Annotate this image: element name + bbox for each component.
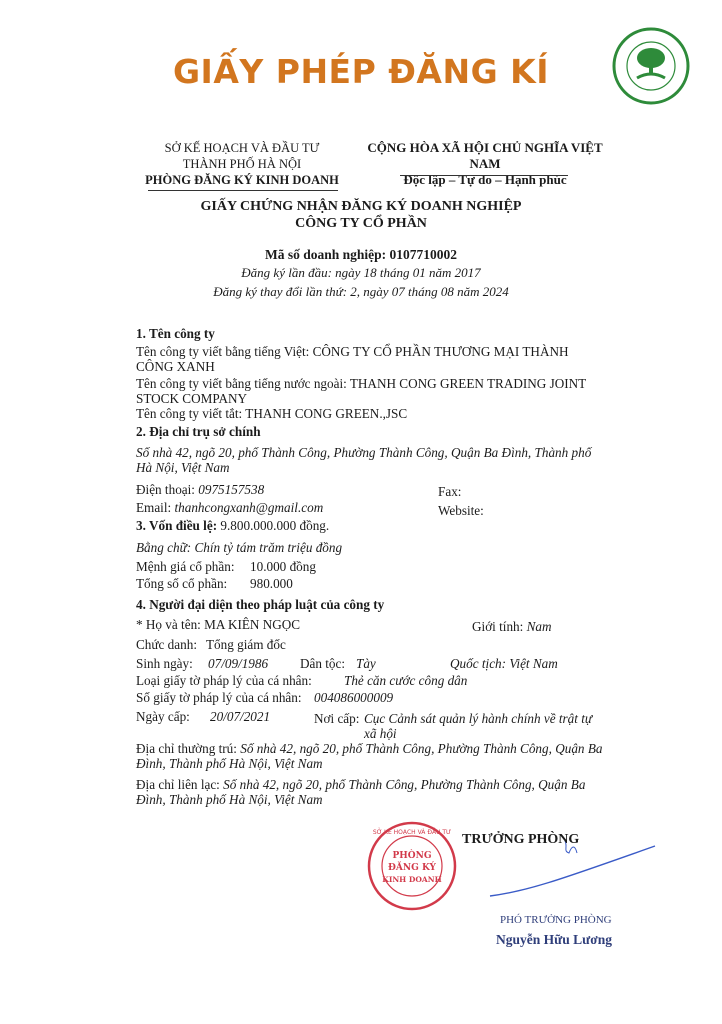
- phone-label: Điện thoại:: [136, 482, 199, 497]
- stamp-top-text: SỞ KẾ HOẠCH VÀ ĐẦU TƯ: [372, 829, 452, 836]
- foreign-name-label: Tên công ty viết bằng tiếng nước ngoài:: [136, 376, 350, 391]
- rep-name-label: * Họ và tên:: [136, 617, 205, 632]
- signer-name: Nguyễn Hữu Lương: [496, 932, 612, 947]
- issue-place-value: Cục Cảnh sát quản lý hành chính về trật tự xã hội: [364, 711, 593, 741]
- charter-capital-value: 9.800.000.000 đồng.: [220, 518, 330, 533]
- id-number-value: 004086000009: [314, 690, 394, 705]
- contact-address-value: Số nhà 42, ngõ 20, phố Thành Công, Phường Thành Công, Quận Ba Đình, Thành phố Hà Nội, Việt Nam: [136, 777, 586, 807]
- vn-name-label: Tên công ty viết bằng tiếng Việt:: [136, 344, 313, 359]
- vn-name-value: CÔNG TY CỔ PHẦN THƯƠNG MẠI THÀNH CÔNG XANH: [136, 344, 569, 374]
- representative-name: [136, 617, 300, 632]
- rep-name-value: MA KIÊN NGỌC: [204, 617, 301, 632]
- motto-underline: [400, 175, 568, 176]
- certificate-subtitle: CÔNG TY CỔ PHẦN: [295, 216, 427, 231]
- national-header: [355, 140, 615, 188]
- vietnamese-name: [136, 344, 606, 374]
- section-2-heading: 2. Địa chỉ trụ sở chính: [136, 424, 261, 439]
- dob-value: 07/09/1986: [208, 656, 269, 671]
- total-shares-label: Tổng số cổ phần:: [136, 576, 228, 591]
- national-motto: Độc lập – Tự do – Hạnh phúc: [403, 172, 567, 187]
- website-label: Website:: [438, 503, 484, 518]
- section-1-heading: 1. Tên công ty: [136, 326, 215, 341]
- contact-address-label: Địa chỉ liên lạc:: [136, 777, 224, 792]
- head-office-address: Số nhà 42, ngõ 20, phố Thành Công, Phường Thành Công, Quận Ba Đình, Thành phố Hà Nội, Việt Nam: [136, 445, 592, 475]
- short-name-value: THANH CONG GREEN.,JSC: [245, 406, 408, 421]
- email-value: thanhcongxanh@gmail.com: [174, 500, 324, 515]
- fax-label: Fax:: [438, 484, 462, 499]
- official-stamp-icon: [366, 820, 458, 912]
- signature-title: TRƯỞNG PHÒNG: [462, 832, 580, 847]
- certificate-title: GIẤY CHỨNG NHẬN ĐĂNG KÝ DOANH NGHIỆP: [200, 199, 522, 214]
- stamp-line-1: PHÒNG: [392, 851, 432, 861]
- authority-underline: [148, 190, 338, 191]
- phone-value: 0975157538: [198, 482, 265, 497]
- par-value: 10.000 đồng: [250, 559, 316, 574]
- email: [136, 500, 323, 515]
- contact-address: [136, 777, 606, 807]
- id-type-label: Loại giấy tờ pháp lý của cá nhân:: [136, 673, 312, 688]
- dob-label: Sinh ngày:: [136, 656, 193, 671]
- short-name: [136, 406, 407, 421]
- stamp-line-3: KINH DOANH: [382, 875, 442, 884]
- ethnicity-value: Tày: [356, 656, 376, 671]
- phone: [136, 482, 264, 497]
- section-3-heading: 3. Vốn điều lệ:: [136, 518, 221, 533]
- total-shares: 980.000: [250, 576, 293, 591]
- id-type-value: Thẻ căn cước công dân: [344, 673, 468, 688]
- issuing-authority: [142, 140, 342, 188]
- permanent-address: [136, 741, 606, 771]
- par-value-label: Mệnh giá cổ phần:: [136, 559, 235, 574]
- issue-place-label: Nơi cấp:: [314, 711, 360, 726]
- section-3-capital: [136, 518, 329, 533]
- section-4-heading: 4. Người đại diện theo pháp luật của công ty: [136, 597, 385, 612]
- change-registration: Đăng ký thay đổi lần thứ: 2, ngày 07 tháng 08 năm 2024: [213, 284, 509, 299]
- perm-address-label: Địa chỉ thường trú:: [136, 741, 241, 756]
- perm-address-value: Số nhà 42, ngõ 20, phố Thành Công, Phường Thành Công, Quận Ba Đình, Thành phố Hà Nội, Việt Nam: [136, 741, 603, 771]
- issue-date-label: Ngày cấp:: [136, 709, 190, 724]
- first-registration: Đăng ký lần đầu: ngày 18 tháng 01 năm 2017: [241, 265, 481, 280]
- authority-line-1: SỞ KẾ HOẠCH VÀ ĐẦU TƯ: [164, 141, 320, 155]
- short-name-label: Tên công ty viết tắt:: [136, 406, 246, 421]
- id-number-label: Số giấy tờ pháp lý của cá nhân:: [136, 690, 302, 705]
- position-label: Chức danh:: [136, 637, 197, 652]
- foreign-name-value: THANH CONG GREEN TRADING JOINT STOCK COMPANY: [136, 376, 586, 406]
- authority-line-2: THÀNH PHỐ HÀ NỘI: [182, 157, 302, 171]
- document-banner-title: GIẤY PHÉP ĐĂNG KÍ: [172, 52, 550, 91]
- email-label: Email:: [136, 500, 175, 515]
- deputy-title: PHÓ TRƯỞNG PHÒNG: [500, 914, 612, 926]
- enterprise-code: Mã số doanh nghiệp: 0107710002: [264, 247, 458, 262]
- national-title: CỘNG HÒA XÃ HỘI CHỦ NGHĨA VIỆT NAM: [367, 140, 603, 171]
- issue-date-value: 20/07/2021: [210, 709, 271, 724]
- company-logo-icon: [611, 26, 691, 106]
- gender-label: Giới tính:: [472, 619, 524, 634]
- capital-in-words: Bằng chữ: Chín tỷ tám trăm triệu đồng: [136, 540, 343, 555]
- gender: [472, 619, 552, 634]
- stamp-line-2: ĐĂNG KÝ: [388, 863, 436, 873]
- nationality: Quốc tịch: Việt Nam: [450, 656, 558, 671]
- position-value: Tổng giám đốc: [206, 637, 286, 652]
- foreign-name: [136, 376, 606, 406]
- authority-line-3: PHÒNG ĐĂNG KÝ KINH DOANH: [145, 173, 339, 187]
- gender-value: Nam: [526, 619, 552, 634]
- ethnicity-label: Dân tộc:: [300, 656, 346, 671]
